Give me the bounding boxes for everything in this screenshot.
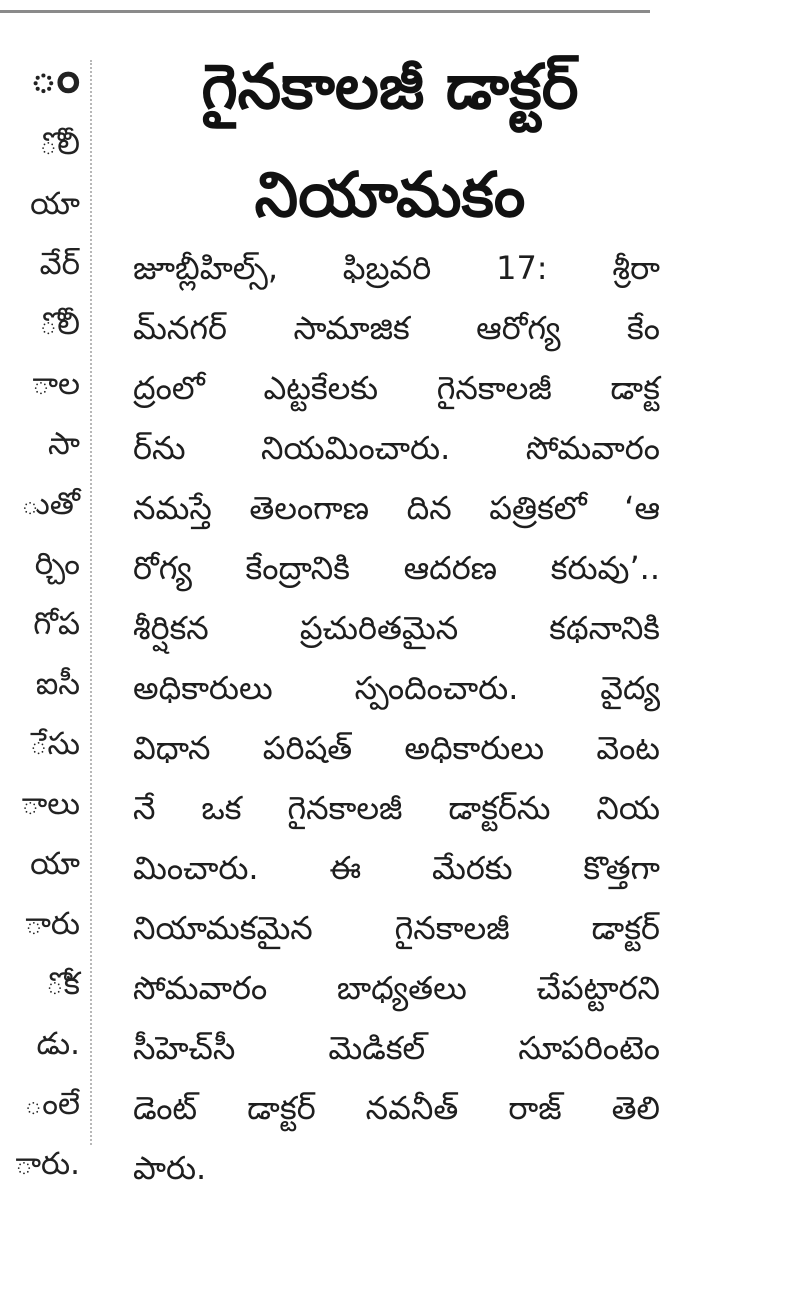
left-column-line: సా [48, 426, 80, 462]
left-column-line: ంలే [24, 1086, 80, 1122]
left-column-line: ాల [32, 366, 80, 402]
left-column-line: ం [30, 49, 80, 103]
left-column-line: డు. [36, 1026, 80, 1062]
article-body-line: విధాన పరిషత్ అధికారులు వెంట [133, 729, 660, 767]
left-column-line: ర్చిం [34, 546, 80, 582]
article-body-line: సీహెచ్‌సీ మెడికల్ సూపరింటెం [133, 1029, 660, 1067]
article-body-line: ద్రంలో ఎట్టకేలకు గైనకాలజీ డాక్ట [133, 369, 660, 407]
article-body-line: శీర్షికన ప్రచురితమైన కథనానికి [133, 609, 660, 647]
left-column-line: ోక [45, 966, 80, 1002]
article-headline-line1: గైనకాలజీ డాక్టర్ [201, 50, 579, 123]
left-column-line: ుతో [21, 486, 80, 522]
article-body-line: నే ఒక గైనకాలజీ డాక్టర్‌ను నియ [133, 789, 660, 827]
article-body-line: సోమవారం బాధ్యతలు చేపట్టారని [133, 969, 660, 1007]
left-column-line: ోలీ [39, 306, 80, 342]
left-column-line: ోలీ [39, 126, 80, 162]
column-divider [90, 60, 92, 1145]
left-column-line: ాలు [21, 786, 80, 822]
left-column-line: యా [30, 846, 80, 882]
left-column-line: ేసు [29, 726, 80, 762]
article-body-line: నియామకమైన గైనకాలజీ డాక్టర్ [133, 909, 660, 947]
article-body-line: అధికారులు స్పందించారు. వైద్య [133, 669, 660, 707]
article-body-line: పారు. [133, 1149, 207, 1187]
article-body-line: నమస్తే తెలంగాణ దిన పత్రికలో ‘ఆ [133, 489, 660, 527]
article-headline-line2: నియామకం [254, 158, 526, 231]
left-column-line: ఐసీ [35, 666, 80, 702]
article-body-line: డెంట్ డాక్టర్ నవనీత్ రాజ్ తెలి [133, 1089, 660, 1127]
left-column-line: యా [30, 186, 80, 222]
article-body-line: జూబ్లీహిల్స్, ఫిబ్రవరి 17: శ్రీరా [133, 249, 660, 287]
left-column-line: వేర్ [39, 246, 80, 282]
top-rule [0, 10, 650, 13]
left-column-line: ారు [24, 906, 80, 942]
article-body-line: రోగ్య కేంద్రానికి ఆదరణ కరువు’.. [133, 549, 660, 587]
article-body-line: మించారు. ఈ మేరకు కొత్తగా [133, 849, 660, 887]
article-body-line: ర్‌ను నియమించారు. సోమవారం [133, 429, 660, 467]
article-body-line: మ్‌నగర్ సామాజిక ఆరోగ్య కేం [133, 309, 660, 347]
left-column-line: గోప [33, 606, 80, 642]
left-column-line: ారు. [15, 1146, 80, 1182]
